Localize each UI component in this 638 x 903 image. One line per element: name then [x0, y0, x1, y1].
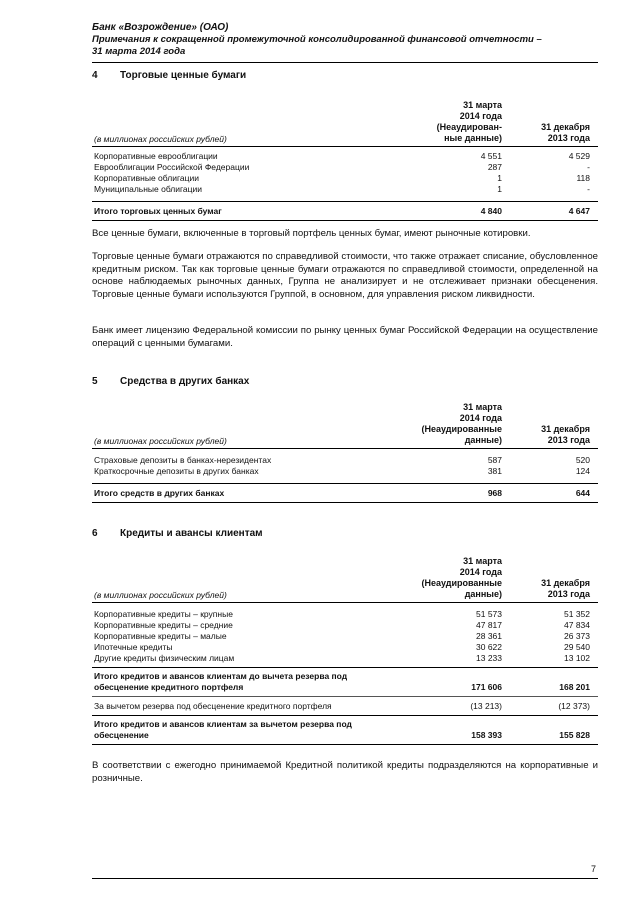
table-row: Муниципальные облигации 1 - [94, 184, 590, 194]
table-row: Краткосрочные депозиты в других банках 381 124 [94, 466, 590, 476]
section-title [92, 70, 598, 84]
subtotal-row: Итого кредитов и авансов клиентам до вычета резерва под [94, 671, 348, 681]
total-row: Итого торговых ценных бумаг 4 840 4 647 [94, 206, 590, 216]
section-4 [92, 70, 598, 221]
table-rule [92, 220, 598, 221]
column-header-2014: 31 марта 2014 года (Неаудированные данные) [421, 556, 502, 599]
paragraph: Все ценные бумаги, включенные в торговый портфель ценных бумаг, имеют рыночные котировки. [92, 228, 531, 239]
table-row: Корпоративные еврооблигации 4 551 4 529 [94, 151, 590, 161]
section-5 [92, 376, 598, 503]
table-row: Страховые депозиты в банках-нерезидентах 587 520 [94, 455, 590, 465]
table-header [92, 94, 598, 146]
table-row: Корпоративные облигации 1 118 [94, 173, 590, 183]
column-header-2014: 31 марта 2014 года (Неаудирован- ные данные) [436, 100, 502, 143]
subtotal-row-cont: обесценение кредитного портфеля 171 606 168 201 [94, 682, 590, 692]
table-row: Корпоративные кредиты – средние 47 817 47 834 [94, 620, 590, 630]
table-row: Еврооблигации Российской Федерации 287 - [94, 162, 590, 172]
table-row: Ипотечные кредиты 30 622 29 540 [94, 642, 590, 652]
table-rule [92, 483, 598, 484]
unit-label: (в миллионах российских рублей) [94, 134, 227, 144]
page-number: 7 [590, 864, 596, 874]
unit-label: (в миллионах российских рублей) [94, 436, 227, 446]
total-row-cont: обесценение 158 393 155 828 [94, 730, 590, 740]
table-rule [92, 201, 598, 202]
section-title-text: Кредиты и авансы клиентам [120, 528, 263, 539]
section-6 [92, 528, 598, 745]
table-header [92, 396, 598, 448]
table-rule [92, 502, 598, 503]
section-title [92, 376, 598, 390]
table-row: Корпоративные кредиты – малые 28 361 26 373 [94, 631, 590, 641]
section-number: 6 [92, 528, 98, 539]
column-header-2013: 31 декабря 2013 года [541, 578, 590, 599]
total-row: Итого кредитов и авансов клиентам за вычетом резерва под [94, 719, 352, 729]
table-header [92, 550, 598, 602]
paragraph: В соответствии с ежегодно принимаемой Кредитной политикой кредиты подразделяются на корпоративные и розничные. [92, 760, 598, 784]
section-number: 4 [92, 70, 98, 81]
section-title [92, 528, 598, 542]
column-header-2014: 31 марта 2014 года (Неаудированные данные) [421, 402, 502, 445]
total-row: Итого средств в других банках 968 644 [94, 488, 590, 498]
reserve-row: За вычетом резерва под обесценение кредитного портфеля (13 213) (12 373) [94, 701, 590, 711]
column-header-2013: 31 декабря 2013 года [541, 424, 590, 445]
section-number: 5 [92, 376, 98, 387]
unit-label: (в миллионах российских рублей) [94, 590, 227, 600]
section-title-text: Торговые ценные бумаги [120, 70, 247, 81]
footer-rule [92, 878, 598, 879]
header-bank-name: Банк «Возрождение» (ОАО) [92, 22, 229, 33]
header-date: 31 марта 2014 года [92, 46, 186, 57]
paragraph: Торговые ценные бумаги отражаются по справедливой стоимости, что также отражает списание, обусловленное кредитным риском. Так как торговые ценные бумаги отражаются по справедливой стоимости, определенной на основе наблюдаемых рыночных данных, Группа не анализирует и не отслеживает признаки обесценения. Торговые ценные бумаги используются Группой, в основном, для управления риском ликвидности. [92, 251, 598, 300]
header-subtitle: Примечания к сокращенной промежуточной консолидированной финансовой отчетности – [92, 34, 542, 45]
page-header [92, 22, 598, 58]
header-rule [92, 62, 598, 63]
section-title-text: Средства в других банках [120, 376, 250, 387]
column-header-2013: 31 декабря 2013 года [541, 122, 590, 143]
paragraph: Банк имеет лицензию Федеральной комиссии по рынку ценных бумаг Российской Федерации на осуществление операций с ценными бумагами. [92, 325, 598, 349]
table-row: Другие кредиты физическим лицам 13 233 13 102 [94, 653, 590, 663]
table-rule [92, 744, 598, 745]
table-row: Корпоративные кредиты – крупные 51 573 51 352 [94, 609, 590, 619]
